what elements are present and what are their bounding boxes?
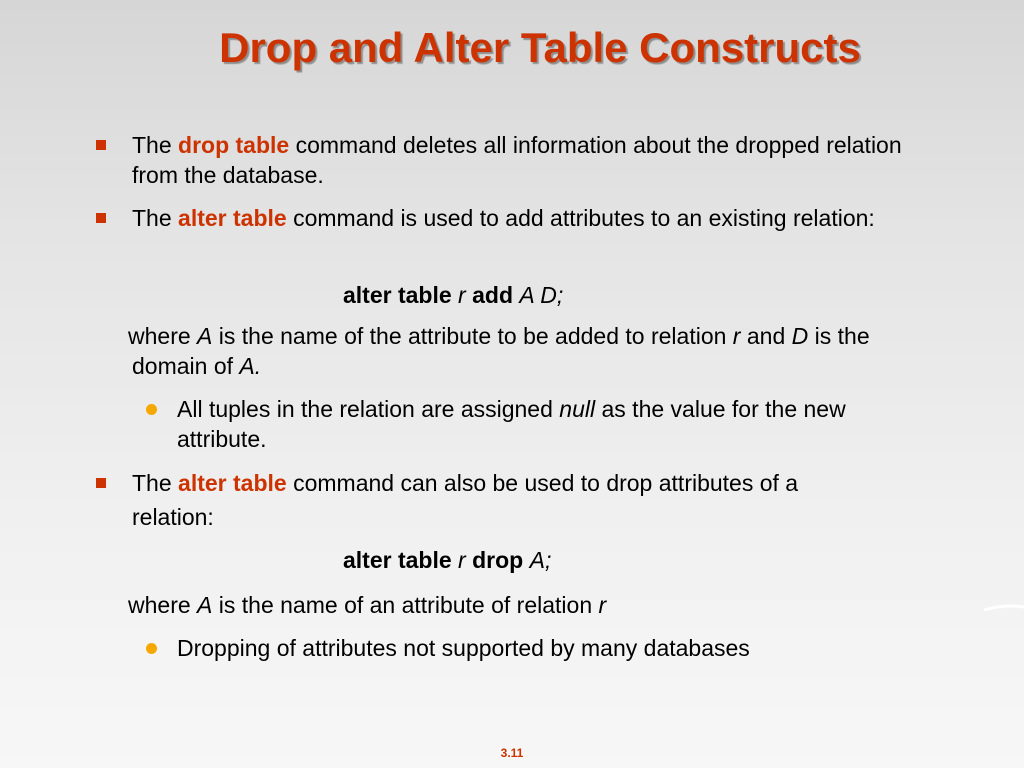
keyword-alter-table: alter table — [178, 470, 287, 496]
bullet-text: The alter table command is used to add attributes to an existing relation: — [132, 205, 875, 231]
where-drop-explanation: where A is the name of an attribute of relation r — [128, 592, 607, 618]
square-bullet-icon — [96, 213, 106, 223]
page-number: 3.11 — [500, 746, 524, 760]
sub-bullet-text: Dropping of attributes not supported by many databases — [177, 635, 750, 661]
sub-bullet-text: All tuples in the relation are assigned null as the value for the new attribute. — [177, 396, 846, 452]
keyword-drop-table: drop table — [178, 132, 290, 158]
keyword-alter-table: alter table — [178, 205, 287, 231]
square-bullet-icon — [96, 140, 106, 150]
bullet-text: The alter table command can also be used to drop attributes of a relation: — [132, 470, 799, 530]
syntax-alter-drop: alter table r drop A; — [343, 547, 552, 573]
sub-bullet-unsupported — [146, 633, 906, 663]
round-bullet-icon — [146, 404, 157, 415]
slide-title: Drop and Alter Table Constructs — [219, 24, 861, 71]
square-bullet-icon — [96, 478, 106, 488]
bullet-drop-table — [96, 130, 916, 190]
where-add-explanation: where A is the name of the attribute to be added to relation r and D is the domain of A. — [128, 323, 870, 379]
round-bullet-icon — [146, 643, 157, 654]
decorative-swoosh — [984, 604, 1024, 614]
syntax-alter-add: alter table r add A D; — [343, 282, 564, 308]
bullet-text: The drop table command deletes all information about the dropped relation from the database. — [132, 132, 902, 188]
sub-bullet-null — [146, 394, 866, 454]
bullet-alter-table-add — [96, 203, 896, 233]
bullet-alter-table-drop — [96, 466, 886, 534]
